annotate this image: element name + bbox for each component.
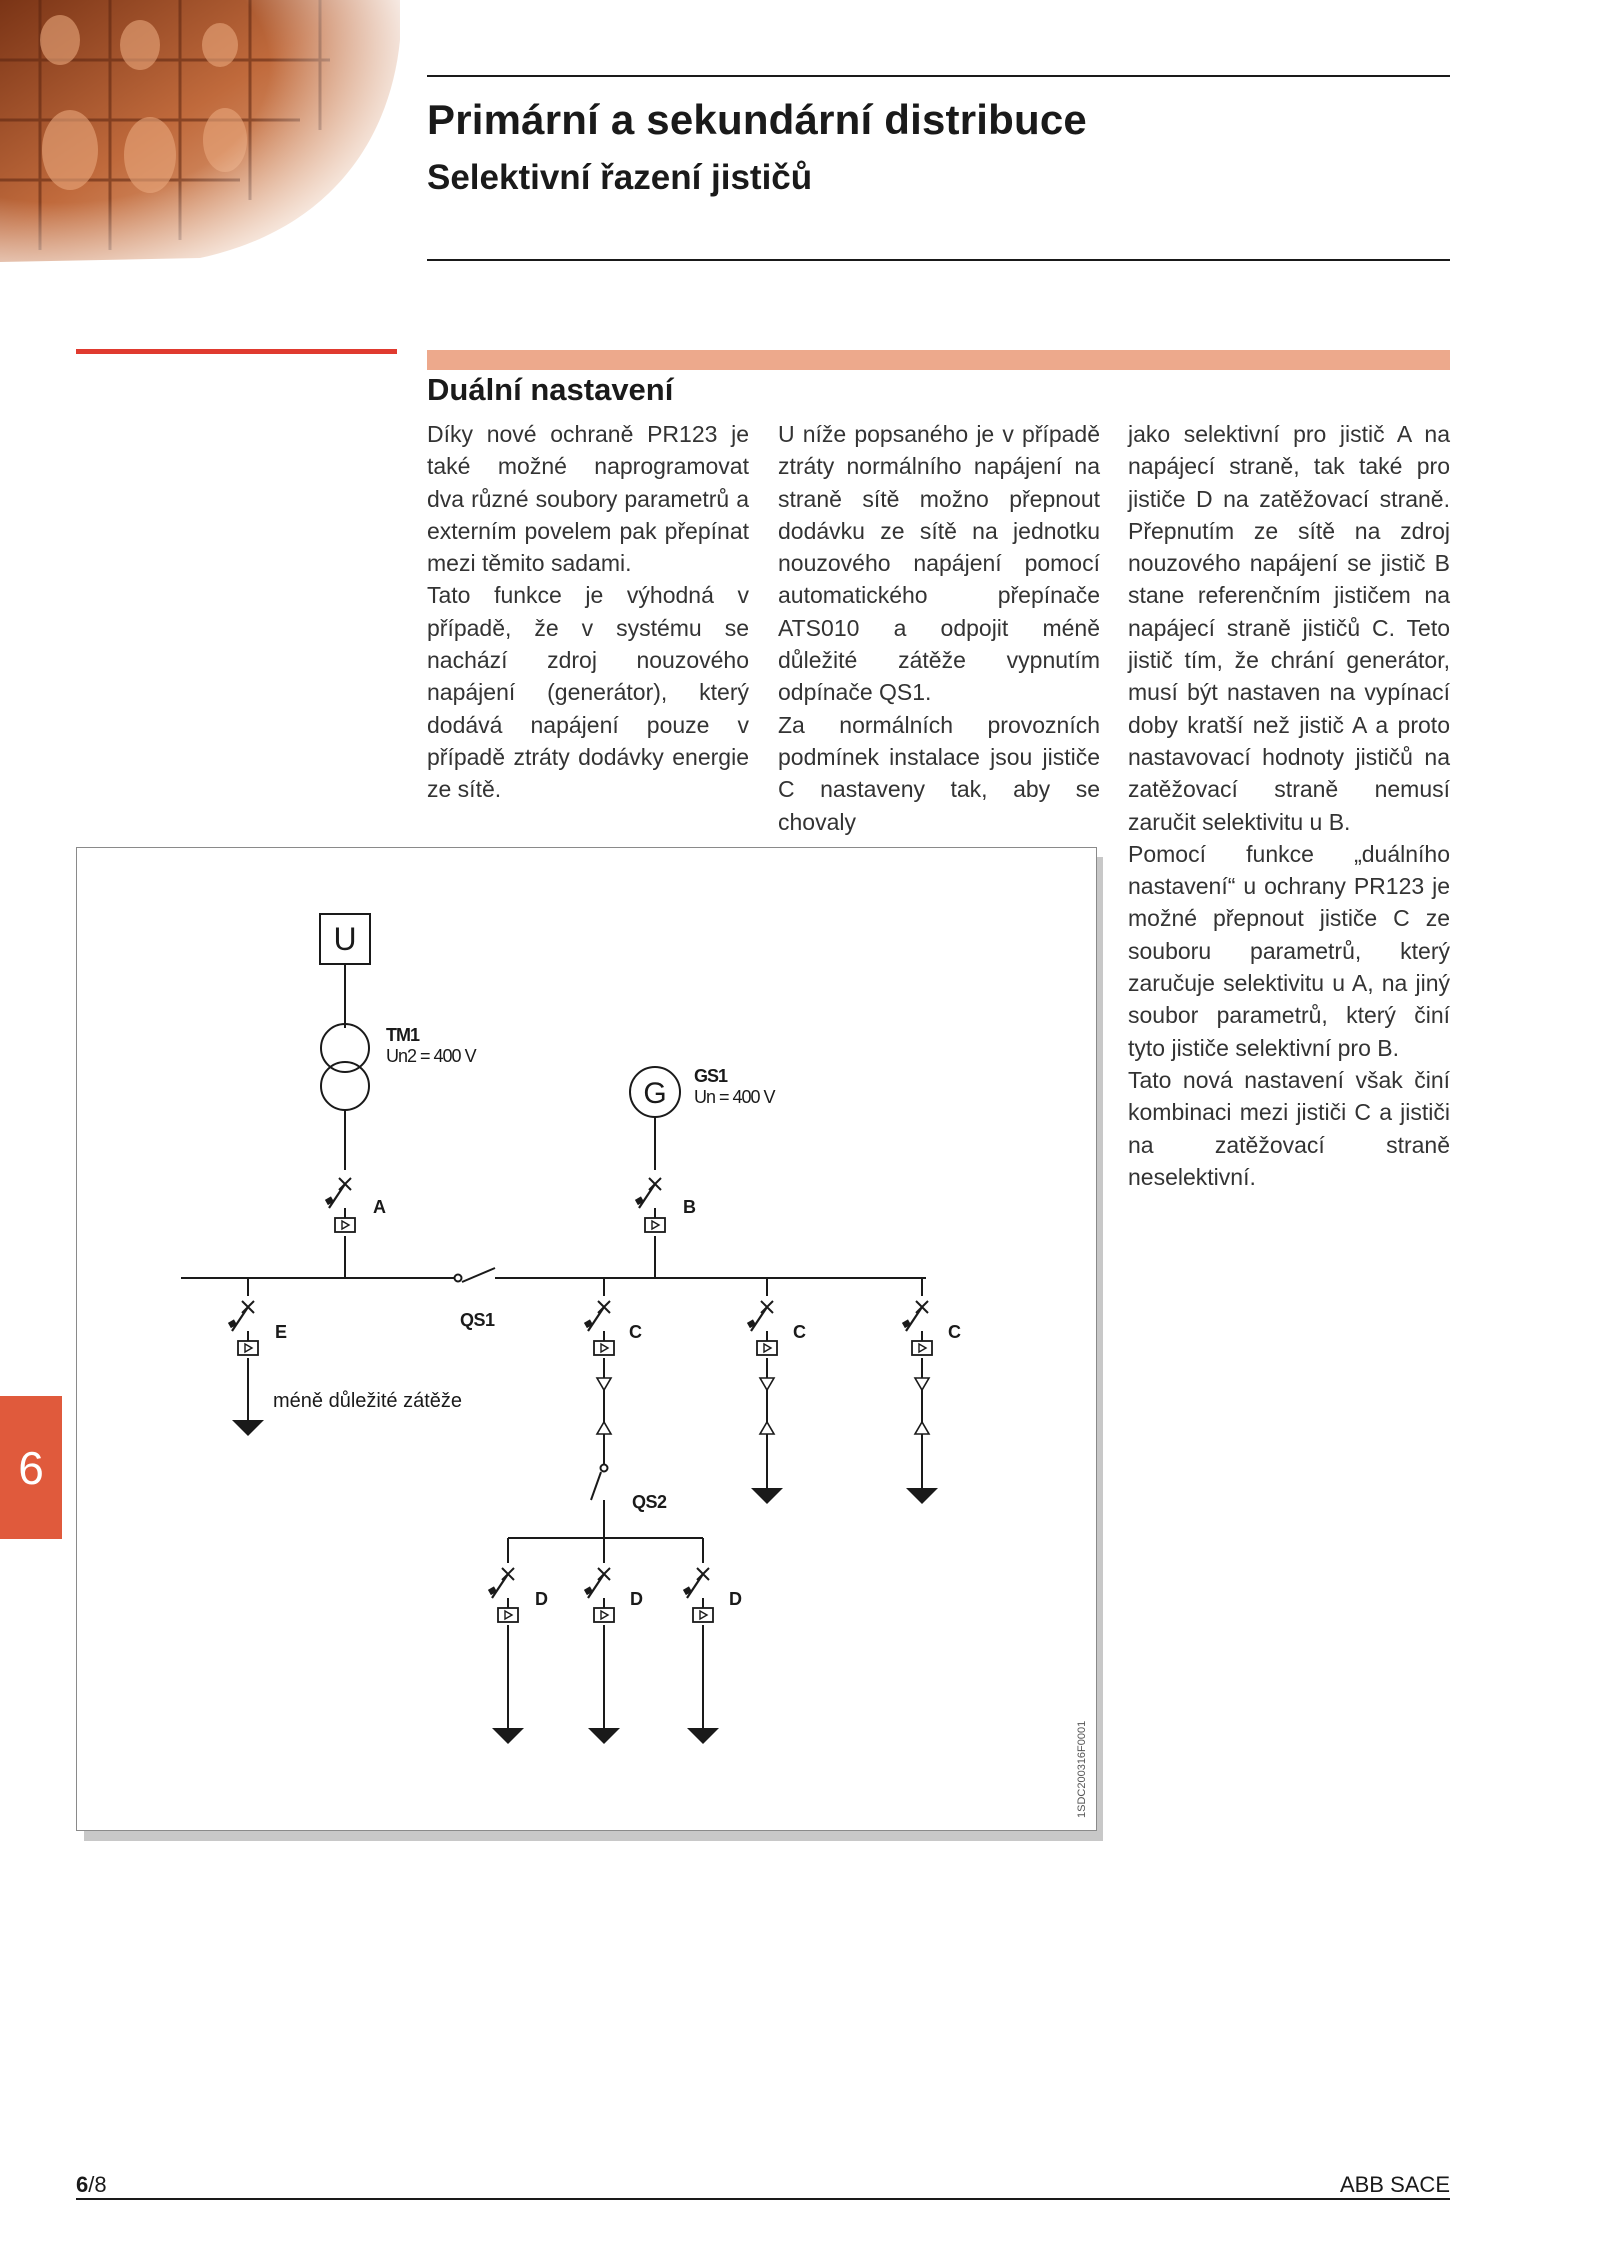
qs2-contact [601,1465,608,1472]
brand-name: ABB SACE [1339,2172,1450,2197]
generator-voltage: Un = 400 V [694,1087,775,1107]
qs1-blade [462,1268,495,1282]
paragraph: Pomocí funkce „duálního nastavení“ u ochrany PR123 je možné přepnout jističe C ze souboru parametrů, který zaručuje selektivitu u A, na jiný soubor parametrů, který činí tyto jističe selektivní pro B. [1128,840,1450,1061]
breaker-d3-label: D [729,1589,742,1609]
page-title: Primární a sekundární distribuce [427,96,1087,143]
page-number-rest: /8 [88,2172,107,2197]
header-photo [0,0,400,262]
transformer-winding-2 [321,1062,369,1110]
breaker-a-symbol [325,1178,355,1232]
breaker-c3-symbol [902,1301,932,1355]
page-number [76,2172,107,2198]
margin-red-rule [76,349,397,354]
text-column-1 [427,418,749,806]
breaker-a-label: A [373,1197,386,1217]
breaker-c2-symbol [747,1301,777,1355]
footer-rule [76,2198,1450,2200]
transformer-voltage: Un2 = 400 V [386,1046,476,1066]
paragraph: U níže popsaného je v případě ztráty normálního napájení na straně sítě možno přepnout dodávku ze sítě na jednotku nouzového napájení pomocí automatického přepínače ATS010 a odpojit méně důležité zátěže vypnutím odpínače QS1. [778,421,1100,706]
load-arrow [232,1420,264,1436]
paragraph: Tato nová nastavení však činí kombinaci mezi jističi C a jističi na zatěžovací straně neselektivní. [1128,1066,1450,1190]
breaker-e-label: E [275,1322,288,1342]
breaker-d2-symbol [584,1568,614,1622]
single-line-diagram [76,847,1097,1831]
breaker-c1-label: C [629,1322,642,1342]
load-arrow [751,1488,783,1504]
drawing-code: 1SDC200316F0001 [1076,1720,1088,1818]
page-subtitle: Selektivní řazení jističů [427,158,813,197]
qs2-blade [591,1472,601,1500]
breaker-d1-label: D [535,1589,548,1609]
breaker-c1-symbol [584,1301,614,1355]
breaker-e-symbol [228,1301,258,1355]
transformer-winding-1 [321,1024,369,1072]
text-column-2 [778,418,1100,838]
load-arrow [588,1728,620,1744]
paragraph: Za normálních provozních podmínek instalace jsou jističe C nastaveny tak, aby se chovaly [778,711,1100,835]
text-column-3 [1128,418,1450,1193]
paragraph: Díky nové ochraně PR123 je také možné naprogramovat dva různé soubory parametrů a externím povelem pak přepínat mezi těmito sadami. [427,421,749,577]
load-arrow [687,1728,719,1744]
breaker-b-label: B [683,1197,696,1217]
load-arrow [492,1728,524,1744]
transformer-name: TM1 [386,1025,419,1045]
chapter-tab: 6 [0,1396,62,1539]
paragraph: jako selektivní pro jistič A na napájecí straně, tak také pro jističe D na zatěžovací straně. Přepnutím ze sítě na zdroj nouzového napájení se jistič B stane referenčním jističem na napájecí straně jističů C. Teto jistič tím, že chrání generátor, musí být nastaven na vypínací doby kratší než jistič A a proto nastavovací hodnoty jističů na zatěžovací straně nemusí zaručit selektivitu u B. [1128,421,1450,835]
load-note: méně důležité zátěže [273,1390,463,1412]
breaker-c3-label: C [948,1322,961,1342]
section-title: Duální nastavení [427,372,674,407]
breaker-d1-symbol [488,1568,518,1622]
qs1-contact [455,1275,462,1282]
page-number-bold: 6 [76,2172,89,2197]
breaker-d2-label: D [630,1589,643,1609]
switch-qs1-label: QS1 [460,1310,495,1330]
load-arrow [906,1488,938,1504]
breaker-c2-label: C [793,1322,806,1342]
generator-name: GS1 [694,1066,728,1086]
source-label: U [333,921,357,957]
generator-label: G [643,1077,667,1110]
header-bottom-rule [427,259,1450,261]
breaker-b-symbol [635,1178,665,1232]
header-top-rule [427,75,1450,77]
switch-qs2-label: QS2 [632,1492,667,1512]
section-bar [427,350,1450,370]
breaker-d3-symbol [683,1568,713,1622]
paragraph: Tato funkce je výhodná v případě, že v systému se nachází zdroj nouzového napájení (generátor), který dodává napájení pouze v případě ztráty dodávky energie ze sítě. [427,582,749,803]
